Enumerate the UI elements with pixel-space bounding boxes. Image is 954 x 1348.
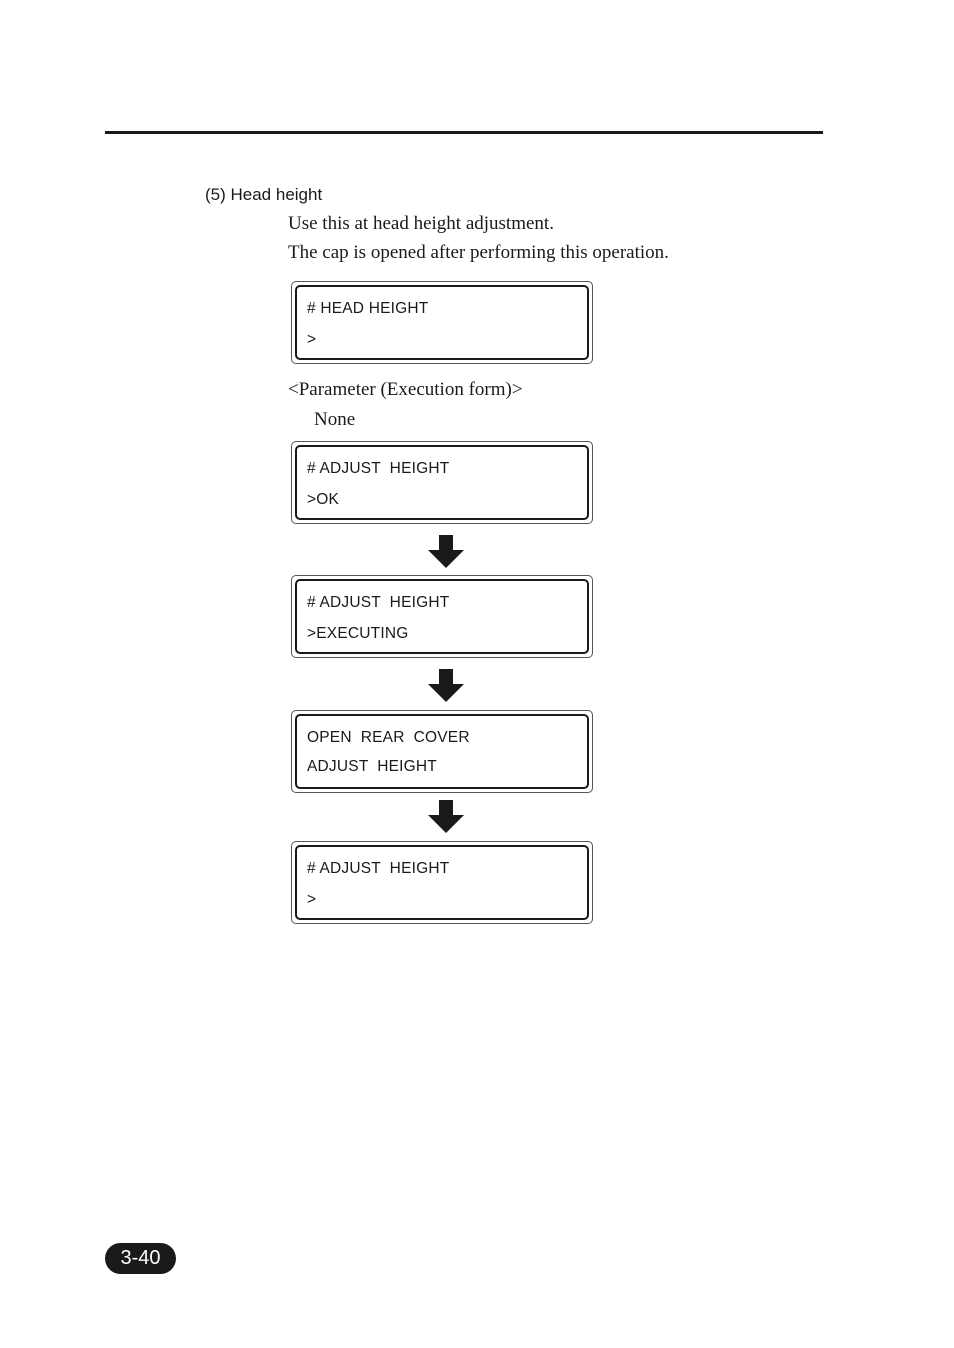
lcd-line-1: # ADJUST HEIGHT — [307, 860, 450, 877]
page-number-badge: 3-40 — [105, 1243, 176, 1274]
description-line-1: Use this at head height adjustment. — [288, 213, 554, 234]
section-title: (5) Head height — [205, 185, 323, 204]
lcd-line-2: ADJUST HEIGHT — [307, 758, 437, 775]
lcd-line-1: # ADJUST HEIGHT — [307, 460, 450, 477]
lcd-head-height — [291, 281, 593, 364]
lcd-line-2: > — [307, 331, 317, 348]
lcd-line-2: >OK — [307, 491, 340, 508]
down-arrow-icon — [428, 535, 464, 568]
parameter-value: None — [314, 409, 356, 430]
lcd-line-1: OPEN REAR COVER — [307, 729, 470, 746]
lcd-step-final — [291, 841, 593, 924]
description-line-2: The cap is opened after performing this operation. — [288, 242, 669, 263]
lcd-step-open-rear-cover — [291, 710, 593, 793]
lcd-line-2: > — [307, 891, 317, 908]
lcd-line-1: # ADJUST HEIGHT — [307, 594, 450, 611]
lcd-line-1: # HEAD HEIGHT — [307, 300, 429, 317]
lcd-step-ok — [291, 441, 593, 524]
down-arrow-icon — [428, 800, 464, 833]
lcd-step-executing — [291, 575, 593, 658]
parameter-label: <Parameter (Execution form)> — [288, 379, 523, 400]
lcd-line-2: >EXECUTING — [307, 625, 409, 642]
header-rule — [105, 131, 823, 134]
down-arrow-icon — [428, 669, 464, 702]
